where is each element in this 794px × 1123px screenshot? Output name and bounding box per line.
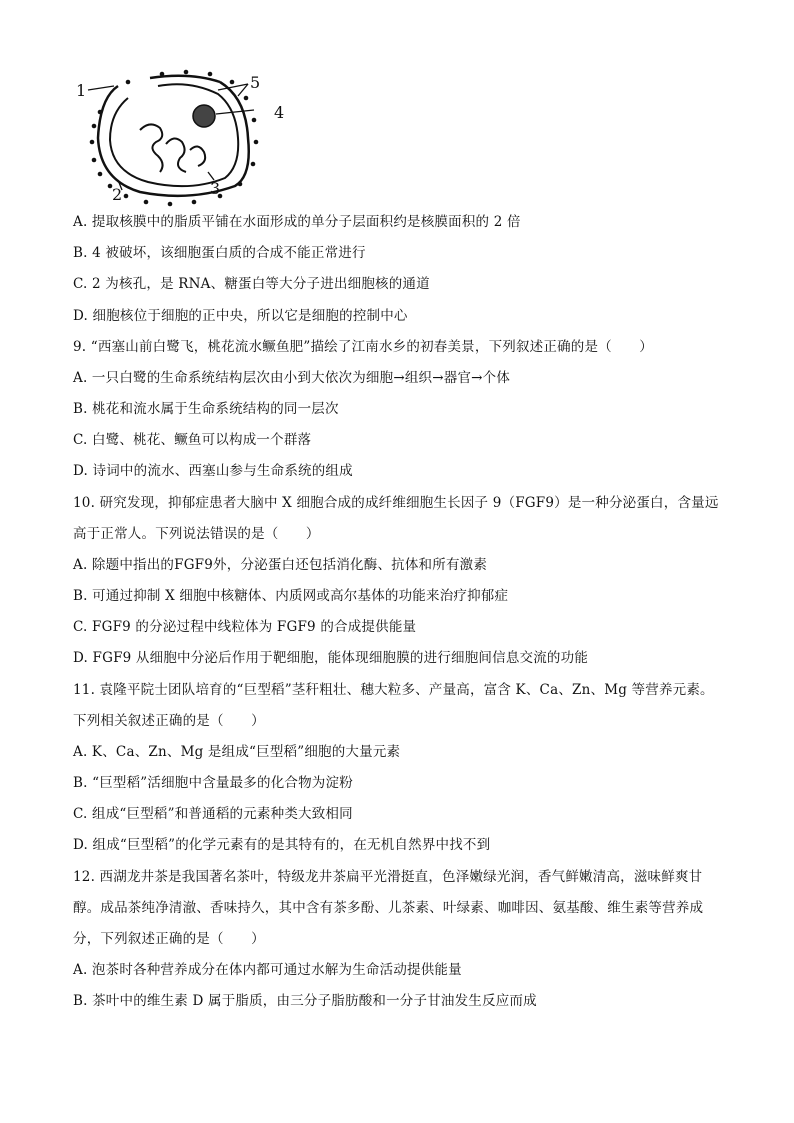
option-9a: A. 一只白鹭的生命系统结构层次由小到大依次为细胞→组织→器官→个体 — [73, 370, 511, 386]
question-11-line2: 下列相关叙述正确的是（ ） — [73, 713, 265, 729]
question-10-line2: 高于正常人。下列说法错误的是（ ） — [73, 526, 320, 542]
label-2: 2 — [112, 185, 123, 204]
label-5: 5 — [250, 73, 261, 92]
option-10b: B. 可通过抑制 X 细胞中核糖体、内质网或高尔基体的功能来治疗抑郁症 — [73, 588, 509, 604]
question-12-line3: 分，下列叙述正确的是（ ） — [73, 931, 265, 947]
option-11a: A. K、Ca、Zn、Mg 是组成“巨型稻”细胞的大量元素 — [73, 744, 401, 760]
question-11-line1: 11. 袁隆平院士团队培育的“巨型稻”茎秆粗壮、穗大粒多、产量高，富含 K、Ca、Zn、Mg 等营养元素。 — [73, 682, 714, 698]
option-11b: B. “巨型稻”活细胞中含量最多的化合物为淀粉 — [73, 775, 353, 791]
option-12a: A. 泡茶时各种营养成分在体内都可通过水解为生命活动提供能量 — [73, 962, 462, 978]
option-8d: D. 细胞核位于细胞的正中央，所以它是细胞的控制中心 — [73, 308, 408, 324]
option-10c: C. FGF9 的分泌过程中线粒体为 FGF9 的合成提供能量 — [73, 619, 417, 635]
label-3: 3 — [210, 179, 221, 198]
option-10d: D. FGF9 从细胞中分泌后作用于靶细胞，能体现细胞膜的进行细胞间信息交流的功能 — [73, 650, 589, 666]
option-10a: A. 除题中指出的FGF9外，分泌蛋白还包括消化酶、抗体和所有激素 — [73, 557, 488, 573]
chromatin — [140, 124, 205, 172]
cell-diagram — [70, 68, 300, 208]
question-12-line1: 12. 西湖龙井茶是我国著名茶叶，特级龙井茶扁平光滑挺直，色泽嫩绿光润，香气鲜嫩清高，滋味鲜爽甘 — [73, 869, 703, 885]
option-8b: B. 4 被破坏，该细胞蛋白质的合成不能正常进行 — [73, 245, 366, 261]
option-8c: C. 2 为核孔，是 RNA、糖蛋白等大分子进出细胞核的通道 — [73, 276, 430, 292]
nuclear-membrane — [110, 84, 238, 186]
option-9d: D. 诗词中的流水、西塞山参与生命系统的组成 — [73, 463, 353, 479]
option-9b: B. 桃花和流水属于生命系统结构的同一层次 — [73, 401, 339, 417]
question-12-line2: 醇。成品茶纯净清澈、香味持久，其中含有茶多酚、儿茶素、叶绿素、咖啡因、氨基酸、维生素等营养成 — [73, 900, 704, 916]
option-11d: D. 组成“巨型稻”的化学元素有的是其特有的，在无机自然界中找不到 — [73, 837, 491, 853]
option-8a: A. 提取核膜中的脂质平铺在水面形成的单分子层面积约是核膜面积的 2 倍 — [73, 214, 521, 230]
label-1: 1 — [76, 81, 87, 100]
option-12b: B. 茶叶中的维生素 D 属于脂质，由三分子脂肪酸和一分子甘油发生反应而成 — [73, 993, 537, 1009]
question-10-line1: 10. 研究发现，抑郁症患者大脑中 X 细胞合成的成纤维细胞生长因子 9（FGF9）是一种分泌蛋白，含量远 — [73, 495, 719, 511]
nucleolus — [193, 105, 215, 127]
label-4: 4 — [274, 103, 285, 122]
option-9c: C. 白鹭、桃花、鳜鱼可以构成一个群落 — [73, 432, 312, 448]
option-11c: C. 组成“巨型稻”和普通稻的元素种类大致相同 — [73, 806, 353, 822]
question-9: 9. “西塞山前白鹭飞，桃花流水鳜鱼肥”描绘了江南水乡的初春美景，下列叙述正确的是（ ） — [73, 339, 653, 355]
